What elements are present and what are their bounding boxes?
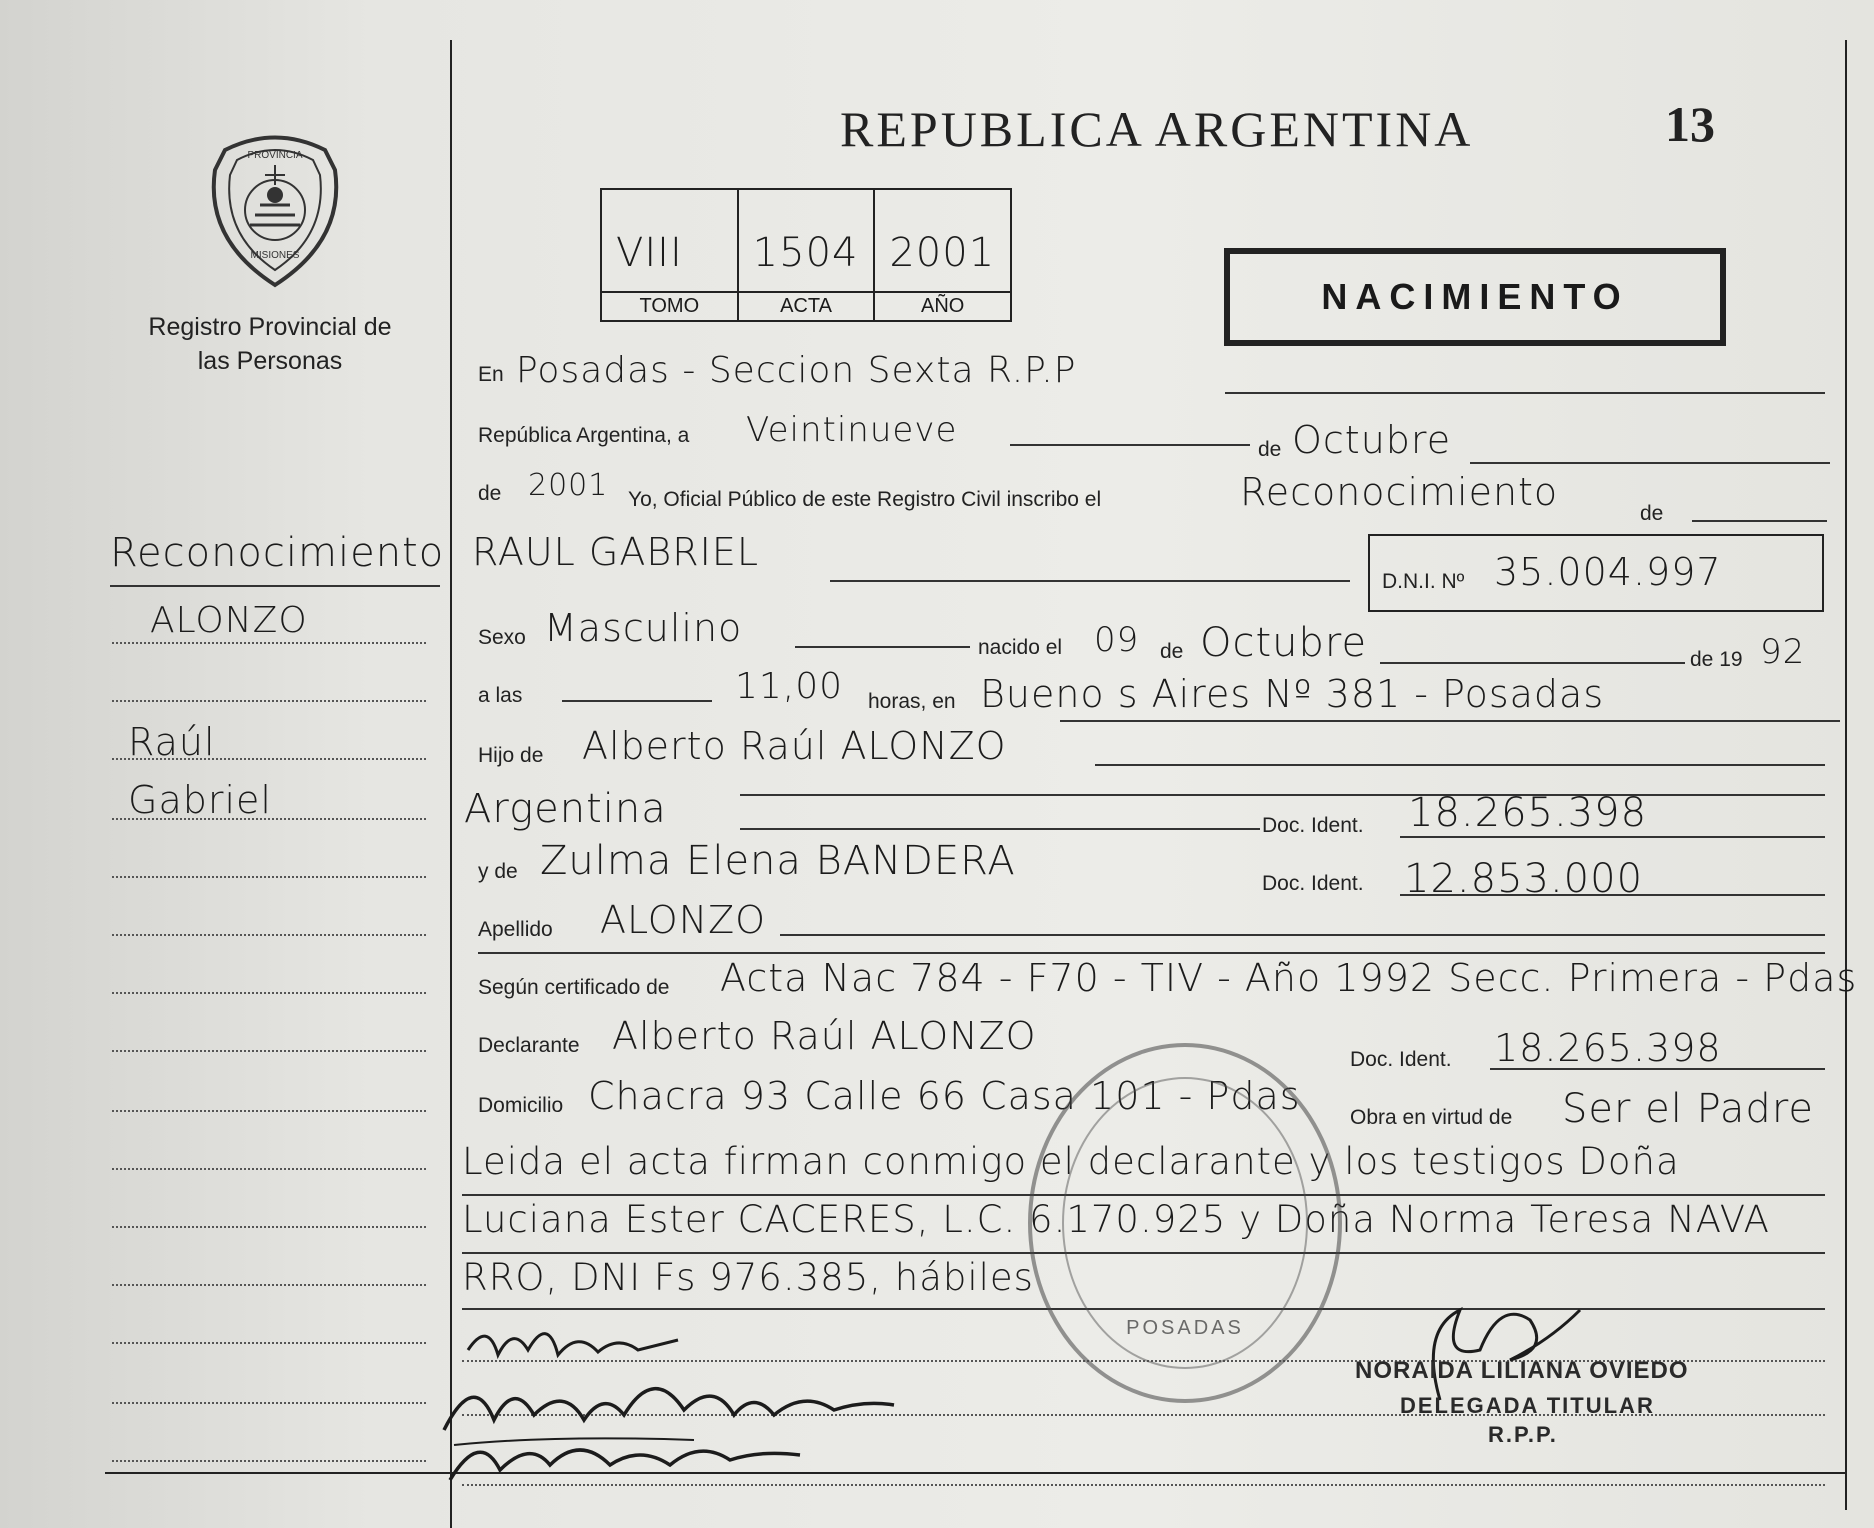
docident-label: Doc. Ident. — [1262, 814, 1364, 837]
signature-bandera-icon — [440, 1420, 840, 1490]
anio-cell — [875, 190, 1010, 320]
horas-label: horas, en — [868, 690, 956, 713]
official-seal-icon — [1028, 1043, 1342, 1403]
margin-line — [112, 992, 426, 994]
birth-month: Octubre — [1200, 620, 1368, 666]
row-line — [478, 952, 1825, 954]
docident-label: Doc. Ident. — [1262, 872, 1364, 895]
mother-doc: 12.853.000 — [1404, 856, 1644, 902]
father-name: Alberto Raúl ALONZO — [582, 724, 1007, 768]
row-line — [1060, 720, 1840, 722]
margin-line — [112, 1460, 426, 1462]
dni-label: D.N.I. Nº — [1382, 570, 1465, 593]
person-name: RAUL GABRIEL — [472, 530, 760, 574]
declarante-label: Declarante — [478, 1034, 580, 1057]
margin-line — [112, 1226, 426, 1228]
anio-value: 2001 — [889, 230, 996, 276]
right-border — [1845, 40, 1847, 1510]
de19-label: de 19 — [1690, 648, 1743, 671]
acta-label: ACTA — [739, 291, 874, 318]
declarante-value: Alberto Raúl ALONZO — [612, 1014, 1037, 1058]
registry-name: Registro Provincial de las Personas — [148, 313, 392, 375]
month-value: Octubre — [1292, 418, 1452, 462]
apellido-label: Apellido — [478, 918, 553, 941]
margin-divider — [450, 40, 452, 1528]
bottom-rule — [105, 1472, 1845, 1474]
tomo-label: TOMO — [602, 291, 737, 318]
row-line — [1095, 764, 1825, 766]
margin-name-2: Gabriel — [128, 778, 272, 822]
acta-value: 1504 — [752, 230, 859, 276]
year-value: 2001 — [528, 468, 609, 503]
margin-line — [112, 1342, 426, 1344]
margin-line — [112, 818, 426, 820]
row-line — [1400, 836, 1825, 838]
row-line — [795, 646, 970, 648]
official-role: DELEGADA TITULAR — [1400, 1393, 1655, 1418]
margin-line — [112, 934, 426, 936]
obra-value: Ser el Padre — [1562, 1086, 1814, 1132]
margin-line — [112, 1168, 426, 1170]
de-label: de — [478, 482, 502, 505]
record-reference-box — [600, 188, 1012, 322]
mother-name: Zulma Elena BANDERA — [540, 838, 1016, 884]
row-line — [1490, 1068, 1825, 1070]
row-line — [1470, 462, 1830, 464]
hour-value: 11,00 — [735, 666, 844, 707]
de-label: de — [1160, 640, 1184, 663]
acta-cell — [739, 190, 876, 320]
dni-value: 35.004.997 — [1494, 550, 1722, 594]
svg-text:MISIONES: MISIONES — [250, 250, 300, 261]
margin-name-1: Raúl — [128, 720, 216, 764]
row-line — [1010, 444, 1250, 446]
signature-official-icon — [1400, 1290, 1600, 1410]
nacido-label: nacido el — [978, 636, 1063, 659]
row-line — [740, 828, 1260, 830]
anio-label: AÑO — [875, 291, 1010, 318]
margin-surname: ALONZO — [150, 600, 308, 641]
margin-note-underline — [110, 585, 440, 587]
row-line — [1380, 662, 1685, 664]
domicilio-value: Chacra 93 Calle 66 Casa 101 - Pdas — [588, 1074, 1301, 1118]
closing-text-line-1: Leida el acta firman conmigo el declarante y los testigos Doña — [462, 1140, 1680, 1183]
page-number: 13 — [1665, 96, 1715, 152]
republica-label: República Argentina, a — [478, 424, 690, 447]
official-office: R.P.P. — [1488, 1422, 1558, 1447]
father-doc: 18.265.398 — [1408, 790, 1648, 836]
document-type-box: NACIMIENTO — [1224, 248, 1726, 346]
sexo-label: Sexo — [478, 626, 526, 649]
en-value: Posadas - Seccion Sexta R.P.P — [516, 350, 1077, 391]
yo-label: Yo, Oficial Público de este Registro Civil inscribo el — [628, 488, 1102, 511]
tomo-cell — [602, 190, 739, 320]
tomo-value: VIII — [616, 230, 683, 276]
apellido-value: ALONZO — [600, 898, 767, 942]
margin-line — [112, 876, 426, 878]
segun-label: Según certificado de — [478, 976, 670, 999]
margin-line — [112, 1050, 426, 1052]
row-line — [1692, 520, 1827, 522]
document-title: REPUBLICA ARGENTINA — [840, 101, 1474, 157]
en-label: En — [478, 363, 504, 386]
domicilio-label: Domicilio — [478, 1094, 564, 1117]
row-line — [740, 794, 1825, 796]
closing-text-line-2: Luciana Ester CACERES, L.C. 6.170.925 y Doña Norma Teresa NAVA — [462, 1198, 1770, 1241]
seal-city: POSADAS — [1126, 1317, 1244, 1339]
segun-value: Acta Nac 784 - F70 - TIV - Año 1992 Secc. Primera - Pdas — [720, 956, 1858, 1000]
row-line — [830, 580, 1350, 582]
margin-line — [112, 1402, 426, 1404]
obra-label: Obra en virtud de — [1350, 1106, 1513, 1129]
declarante-doc: 18.265.398 — [1494, 1026, 1722, 1070]
row-line — [780, 934, 1825, 936]
sexo-value: Masculino — [544, 606, 743, 650]
svg-text:PROVINCIA: PROVINCIA — [247, 150, 303, 161]
day-value: Veintinueve — [746, 410, 958, 450]
docident-label: Doc. Ident. — [1350, 1048, 1452, 1071]
margin-line — [112, 700, 426, 702]
place-value: Bueno s Aires Nº 381 - Posadas — [980, 672, 1605, 716]
de-label: de — [1640, 502, 1664, 525]
row-line — [562, 700, 712, 702]
margin-line — [112, 1110, 426, 1112]
father-nationality: Argentina — [464, 786, 667, 832]
de-label: de — [1258, 438, 1282, 461]
yde-label: y de — [478, 860, 518, 883]
alas-label: a las — [478, 684, 523, 707]
margin-line — [112, 642, 426, 644]
misiones-coat-of-arms-icon — [205, 130, 345, 295]
hijo-label: Hijo de — [478, 744, 544, 767]
official-name: NORAIDA LILIANA OVIEDO — [1355, 1357, 1689, 1384]
acto-value: Reconocimiento — [1240, 470, 1559, 514]
closing-text-line-3: RRO, DNI Fs 976.385, hábiles — [462, 1256, 1034, 1299]
margin-note: Reconocimiento — [110, 530, 445, 576]
birth-year: 92 — [1760, 632, 1806, 672]
margin-line — [112, 758, 426, 760]
margin-line — [112, 1284, 426, 1286]
row-line — [1400, 894, 1825, 896]
row-line — [1225, 392, 1825, 394]
birth-day: 09 — [1094, 620, 1140, 660]
